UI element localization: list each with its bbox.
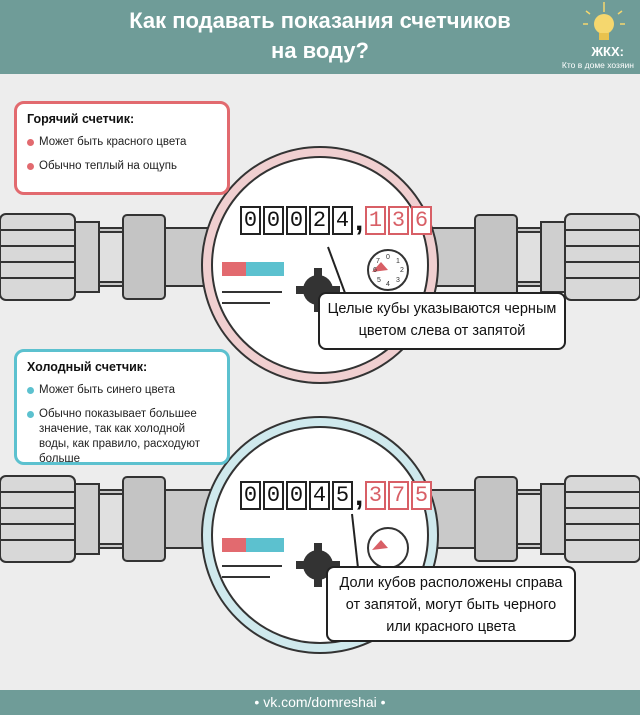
- page-title: Как подавать показания счетчиков на воду?: [129, 8, 511, 63]
- svg-text:2: 2: [400, 267, 404, 274]
- digit: 4: [309, 481, 330, 510]
- decimal-comma: ,: [355, 479, 364, 512]
- bullet-icon: [27, 163, 34, 170]
- svg-text:3: 3: [396, 277, 400, 284]
- svg-text:0: 0: [386, 254, 390, 261]
- digit: 0: [286, 481, 307, 510]
- whole-cubes-note: Целые кубы указываются черным цветом слева от запятой: [318, 292, 566, 350]
- digit-red: 5: [411, 481, 432, 510]
- digit-red: 7: [388, 481, 409, 510]
- digit-red: 6: [411, 206, 432, 235]
- list-item: Может быть синего цвета: [27, 383, 217, 398]
- callout-title: Горячий счетчик:: [27, 112, 135, 126]
- fraction-cubes-note: Доли кубов расположены справа от запятой, могут быть черного или красного цвета: [326, 566, 576, 642]
- digit: 5: [332, 481, 353, 510]
- svg-text:5: 5: [377, 277, 381, 284]
- digit-red: 1: [365, 206, 386, 235]
- svg-text:7: 7: [376, 258, 380, 265]
- digit: 0: [286, 206, 307, 235]
- digit: 4: [332, 206, 353, 235]
- bullet-icon: [27, 139, 34, 146]
- digit: 0: [263, 481, 284, 510]
- digit: 0: [263, 206, 284, 235]
- list-item: Обычно теплый на ощупь: [27, 159, 217, 174]
- digit-red: 3: [365, 481, 386, 510]
- digit: 0: [240, 206, 261, 235]
- footer-link[interactable]: • vk.com/domreshai •: [0, 690, 640, 715]
- bullet-icon: [27, 411, 34, 418]
- hot-meter-callout: [14, 101, 230, 195]
- svg-text:4: 4: [386, 281, 390, 288]
- cold-meter-callout: [14, 349, 230, 465]
- callout-title: Холодный счетчик:: [27, 360, 148, 374]
- list-item: Обычно показывает большее значение, так как холодной воды, как правило, расходуют больше: [27, 407, 217, 467]
- cold-counter-digits: [240, 481, 432, 511]
- digit-red: 3: [388, 206, 409, 235]
- decimal-comma: ,: [355, 204, 364, 237]
- svg-text:6: 6: [373, 267, 377, 274]
- brand-subtitle: Кто в доме хозяин: [561, 60, 634, 70]
- list-item: Может быть красного цвета: [27, 135, 217, 150]
- digit: 0: [240, 481, 261, 510]
- brand-name: ЖКХ:: [591, 44, 624, 59]
- svg-text:1: 1: [396, 258, 400, 265]
- digit: 2: [309, 206, 330, 235]
- bullet-icon: [27, 387, 34, 394]
- hot-counter-digits: [240, 206, 432, 236]
